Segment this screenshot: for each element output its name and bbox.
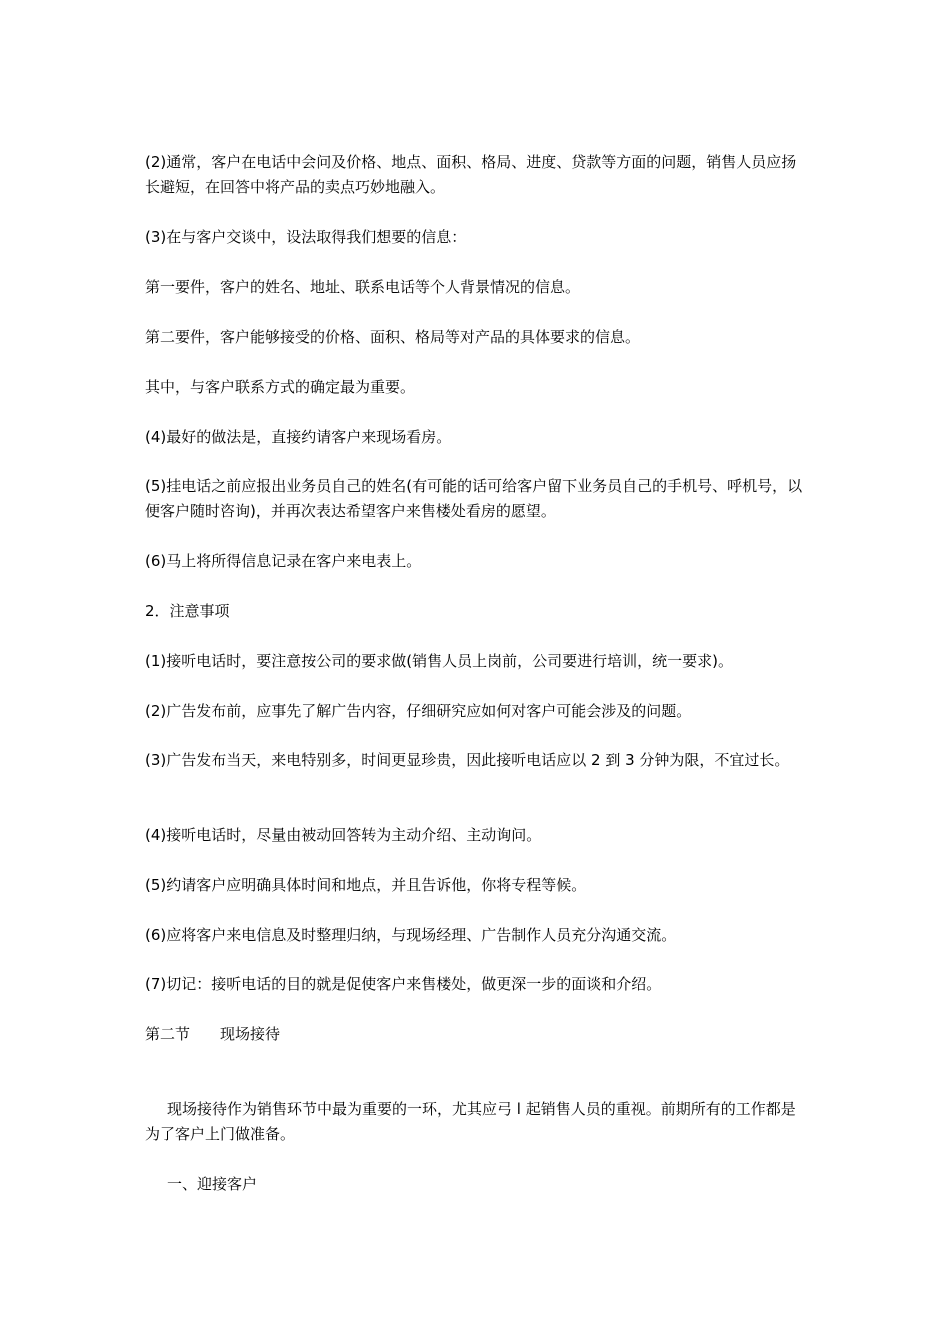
paragraph-2-customer-questions: (2)通常，客户在电话中会问及价格、地点、面积、格局、进度、贷款等方面的问题，销售人员应扬长避短，在回答中将产品的卖点巧妙地融入。 (145, 153, 797, 196)
paragraph-3-obtain-info: (3)在与客户交谈中，设法取得我们想要的信息： (145, 228, 467, 246)
note-6-organize-info: (6)应将客户来电信息及时整理归纳，与现场经理、广告制作人员充分沟通交流。 (145, 926, 677, 944)
section-heading-notes: 2．注意事项 (145, 602, 230, 620)
paragraph-6-record-info: (6)马上将所得信息记录在客户来电表上。 (145, 552, 422, 570)
note-4-active-introduction: (4)接听电话时，尽量由被动回答转为主动介绍、主动询问。 (145, 826, 542, 844)
paragraph-4-invite-visit: (4)最好的做法是，直接约请客户来现场看房。 (145, 428, 452, 446)
subheading-welcome-customers: 一、迎接客户 (167, 1175, 258, 1193)
note-7-remember-purpose: (7)切记：接听电话的目的就是促使客户来售楼处，做更深一步的面谈和介绍。 (145, 975, 662, 993)
paragraph-5-report-name: (5)挂电话之前应报出业务员自己的姓名(有可能的话可给客户留下业务员自己的手机号、呼机号，以便客户随时咨询)，并再次表达希望客户来售楼处看房的愿望。 (145, 477, 803, 520)
paragraph-reception-intro: 现场接待作为销售环节中最为重要的一环，尤其应弓 l 起销售人员的重视。前期所有的工作都是为了客户上门做准备。 (145, 1100, 796, 1143)
section-heading-reception: 第二节 现场接待 (145, 1025, 281, 1043)
note-1-company-requirements: (1)接听电话时，要注意按公司的要求做(销售人员上岗前，公司要进行培训，统一要求)。 (145, 652, 733, 670)
paragraph-second-element: 第二要件，客户能够接受的价格、面积、格局等对产品的具体要求的信息。 (145, 328, 641, 346)
note-2-before-advertising: (2)广告发布前，应事先了解广告内容，仔细研究应如何对客户可能会涉及的问题。 (145, 702, 692, 720)
note-3-advertising-day: (3)广告发布当天，来电特别多，时间更显珍贵，因此接听电话应以 2 到 3 分钟为限，不宜过长。 (145, 751, 790, 769)
note-5-specific-time: (5)约请客户应明确具体时间和地点，并且告诉他，你将专程等候。 (145, 876, 587, 894)
paragraph-contact-importance: 其中，与客户联系方式的确定最为重要。 (145, 378, 416, 396)
paragraph-first-element: 第一要件，客户的姓名、地址、联系电话等个人背景情况的信息。 (145, 278, 581, 296)
